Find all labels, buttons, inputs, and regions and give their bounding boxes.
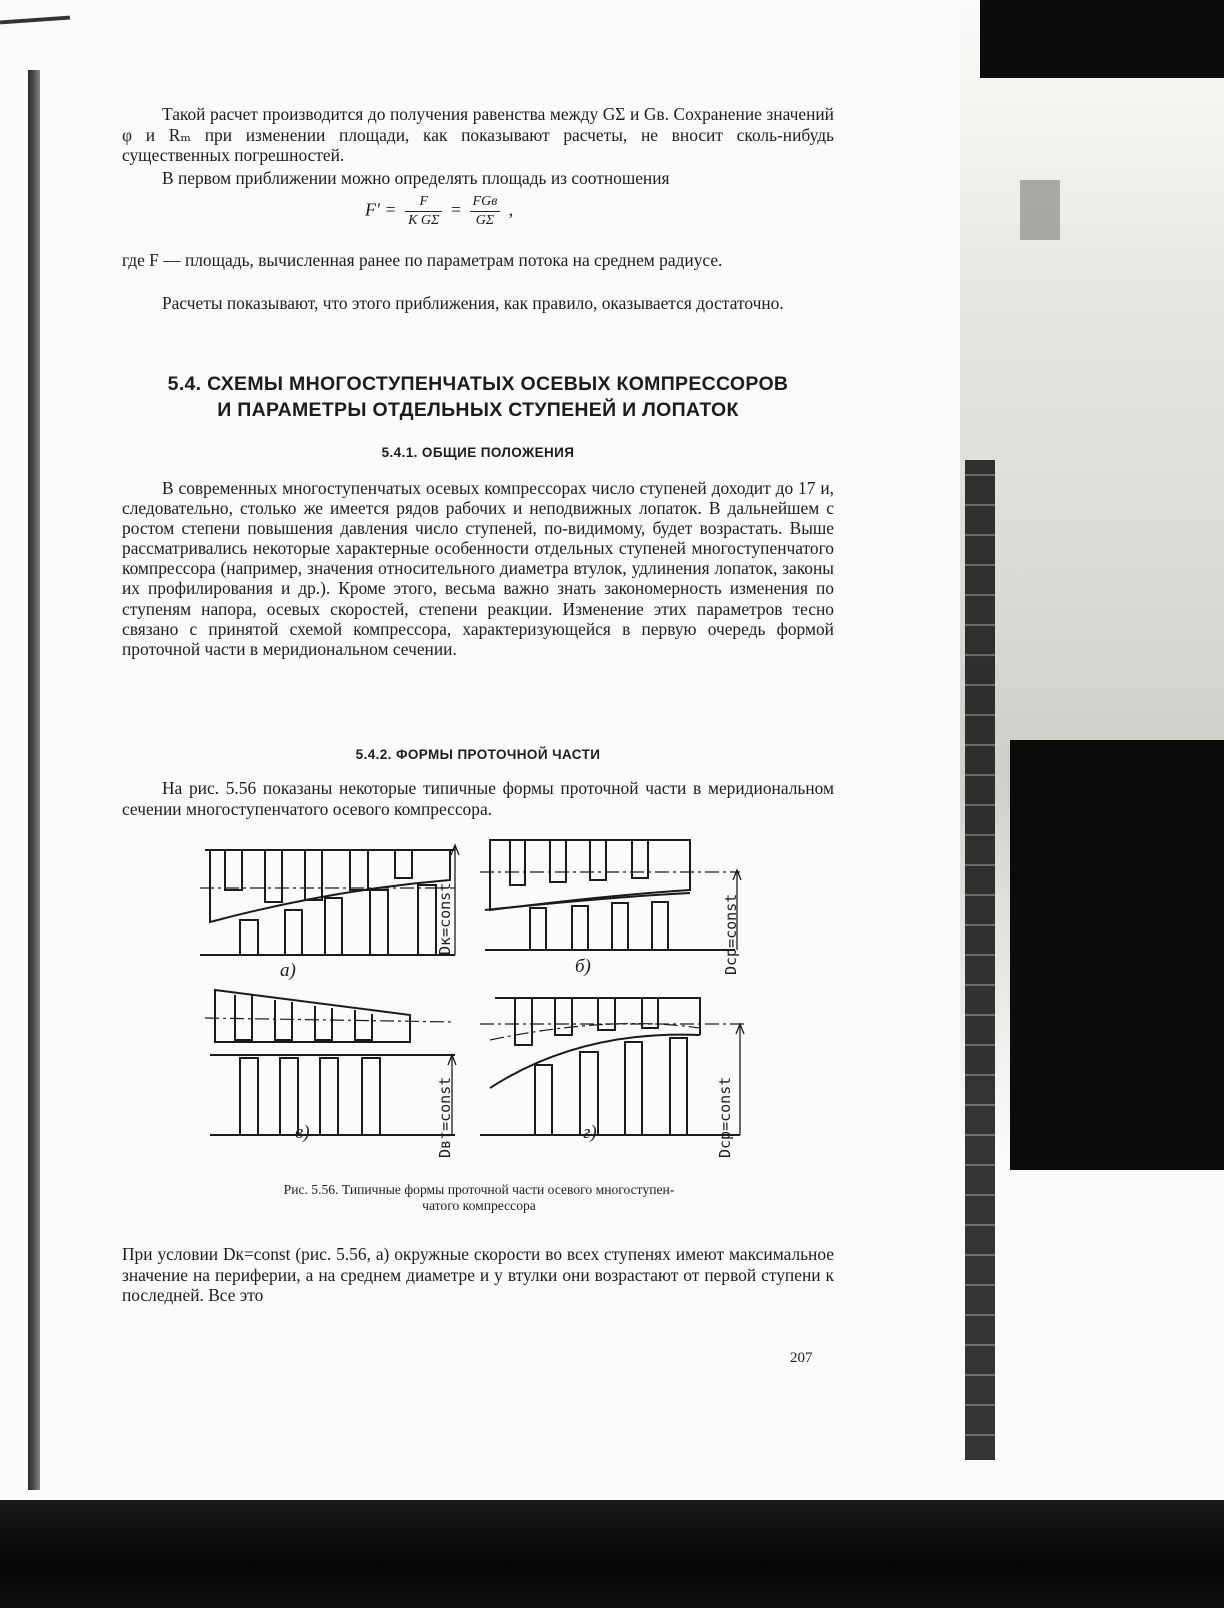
dim-label-d: Dср=const	[716, 1076, 734, 1158]
panel-a-drawing	[200, 845, 459, 955]
paragraph-7: При условии Dк=const (рис. 5.56, a) окружные скорости во всех ступенях имеют максимальное значение на периферии, а на среднем диаметре и у втулки они возрастают от первой ступени к последней. Все это	[122, 1244, 834, 1306]
figure-caption-line-1: Рис. 5.56. Типичные формы проточной части осевого многоступен-	[283, 1182, 675, 1197]
paragraph-2: В первом приближении можно определять площадь из соотношения	[162, 168, 670, 188]
paragraph-5: В современных многоступенчатых осевых компрессорах число ступеней доходит до 17 и, следовательно, столько же имеется рядов рабочих и неподвижных лопаток. В дальнейшем с ростом степени повышения давления число ступеней, по-видимому, будет возрастать. Выше рассматривались некоторые характерные особенности отдельных ступеней многоступенчатого компрессора (например, значения относительного диаметра втулок, удлинения лопаток, законы их профилирования и др.). Кроме этого, весьма важно знать закономерность изменения по ступеням напора, осевых скоростей, степени реакции. Изменение этих параметров тесно связано с принятой схемой компрессора, характеризующейся в первую очередь формой проточной части в меридиональном сечении.	[122, 478, 834, 659]
dim-label-c: Dвт=const	[436, 1076, 454, 1158]
subsection-heading-2: 5.4.2. ФОРМЫ ПРОТОЧНОЙ ЧАСТИ	[355, 747, 601, 762]
formula-comma: ,	[508, 199, 514, 220]
formula-lhs: F′ =	[365, 199, 397, 220]
panel-c-drawing	[205, 990, 456, 1135]
paragraph-6: На рис. 5.56 показаны некоторые типичные формы проточной части в меридиональном сечении многоступенчатого осевого компрессора.	[122, 778, 834, 819]
section-heading-line-1: 5.4. СХЕМЫ МНОГОСТУПЕНЧАТЫХ ОСЕВЫХ КОМПРЕССОРОВ	[167, 373, 789, 395]
panel-label-b: б)	[575, 956, 591, 977]
dim-label-a: Dк=const	[436, 882, 454, 955]
dim-label-b: Dср=const	[722, 893, 740, 975]
paragraph-1: Такой расчет производится до получения равенства между GΣ и Gв. Сохранение значений φ и Rₘ при изменении площади, как показывают расчеты, не вносит сколь-нибудь существенных погрешностей.	[122, 104, 834, 166]
figure-flowpath-shapes	[180, 830, 780, 1170]
panel-label-c: в)	[295, 1122, 310, 1143]
panel-b-drawing	[480, 840, 741, 950]
panel-label-d: г)	[583, 1122, 597, 1143]
page-number: 207	[790, 1350, 813, 1366]
paragraph-4: Расчеты показывают, что этого приближения, как правило, оказывается достаточно.	[162, 293, 784, 313]
formula-equals: =	[450, 199, 462, 220]
formula-fraction-1: $\frac{F}{\text{K GΣ}}$	[405, 193, 442, 230]
section-heading-line-2: И ПАРАМЕТРЫ ОТДЕЛЬНЫХ СТУПЕНЕЙ И ЛОПАТОК	[217, 399, 739, 421]
figure-caption-line-2: чатого компрессора	[422, 1198, 536, 1213]
paragraph-3: где F — площадь, вычисленная ранее по параметрам потока на среднем радиусе.	[122, 250, 723, 270]
formula	[365, 193, 513, 241]
panel-label-a: а)	[280, 960, 296, 981]
panel-d-drawing	[480, 998, 745, 1135]
formula-fraction-2: $\frac{\text{FGв}}{G\Sigma}$	[470, 193, 501, 230]
subsection-heading-1: 5.4.1. ОБЩИЕ ПОЛОЖЕНИЯ	[381, 445, 575, 460]
